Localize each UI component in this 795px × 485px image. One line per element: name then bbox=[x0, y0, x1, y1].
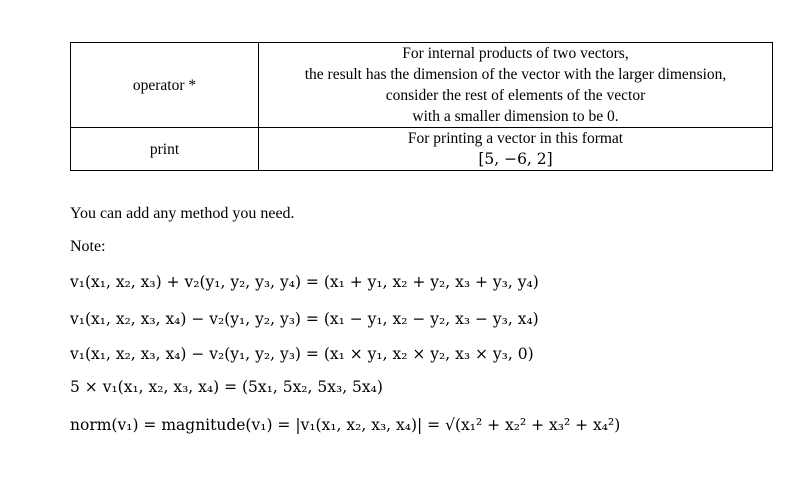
note-label: Note: bbox=[70, 238, 106, 255]
operator-description-cell bbox=[259, 128, 773, 171]
description-line: For printing a vector in this format bbox=[407, 130, 624, 147]
description-line: the result has the dimension of the vector with the larger dimension, bbox=[304, 66, 727, 83]
equation-norm: norm(v₁) = magnitude(v₁) = |v₁(x₁, x₂, x₃, x₄)| = √(x₁² + x₂² + x₃² + x₄²) bbox=[70, 416, 621, 434]
operator-name: operator * bbox=[132, 76, 197, 94]
equation-subtraction: v₁(x₁, x₂, x₃, x₄) − v₂(y₁, y₂, y₃) = (x₁ − y₁, x₂ − y₂, x₃ − y₃, x₄) bbox=[70, 310, 539, 328]
equation-multiplication: v₁(x₁, x₂, x₃, x₄) − v₂(y₁, y₂, y₃) = (x₁ × y₁, x₂ × y₂, x₃ × y₃, 0) bbox=[70, 345, 534, 363]
description-line: For internal products of two vectors, bbox=[402, 45, 629, 62]
equation-scalar-product: 5 × v₁(x₁, x₂, x₃, x₄) = (5x₁, 5x₂, 5x₃, 5x₄) bbox=[70, 378, 383, 396]
description-line: consider the rest of elements of the vector bbox=[385, 87, 646, 104]
operator-name-cell bbox=[71, 43, 259, 128]
table-row bbox=[71, 43, 773, 128]
format-example: [5, −6, 2] bbox=[478, 150, 553, 168]
equation-addition: v₁(x₁, x₂, x₃) + v₂(y₁, y₂, y₃, y₄) = (x₁ + y₁, x₂ + y₂, x₃ + y₃, y₄) bbox=[70, 273, 539, 291]
add-method-text: You can add any method you need. bbox=[70, 205, 295, 222]
description-line: with a smaller dimension to be 0. bbox=[412, 108, 619, 125]
operators-table bbox=[70, 42, 773, 171]
operator-name: print bbox=[149, 140, 180, 158]
operator-name-cell bbox=[71, 128, 259, 171]
table-row bbox=[71, 128, 773, 171]
operator-description-cell bbox=[259, 43, 773, 128]
